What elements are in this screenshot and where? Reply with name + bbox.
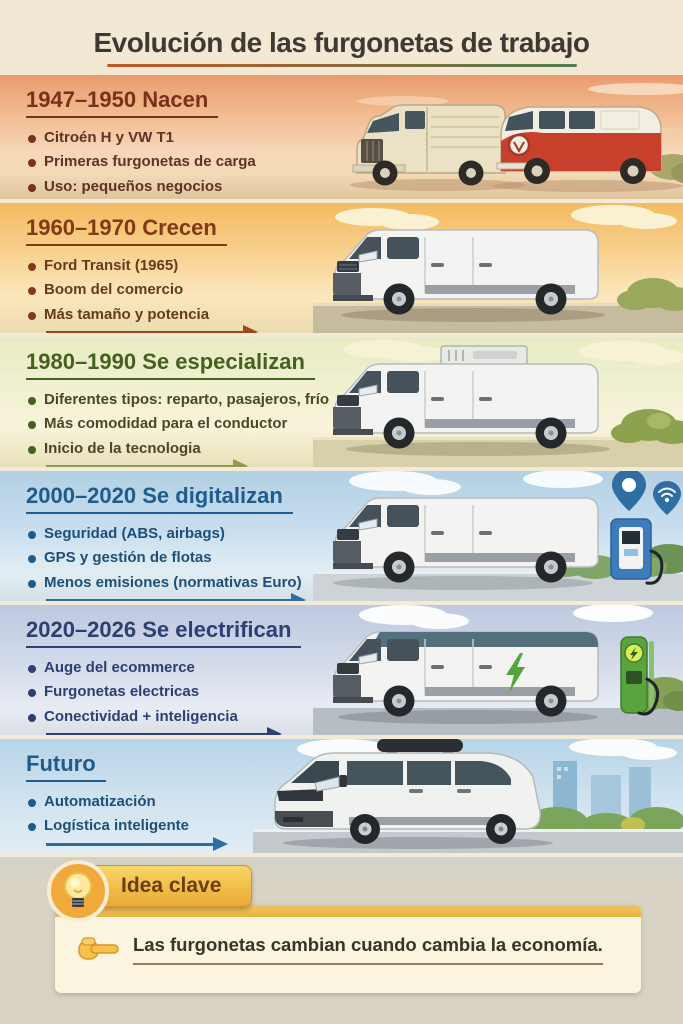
bullet-list [26, 522, 355, 595]
connectivity-pin-icon [653, 481, 681, 515]
section-heading: 2020–2026 Se electrifican [26, 617, 301, 648]
bushes [617, 278, 683, 311]
citroen-h-van-illustration [353, 105, 505, 186]
section-futuro [0, 739, 683, 857]
lightbulb-icon [46, 859, 110, 923]
trend-arrow-icon [46, 331, 244, 334]
bullet-item: Seguridad (ABS, airbags) [26, 522, 355, 546]
key-idea-text: Las furgonetas cambian cuando cambia la economía. [133, 934, 603, 965]
ev-charger [621, 637, 658, 714]
bushes [611, 409, 683, 444]
bullet-item: Diferentes tipos: reparto, pasajeros, frío [26, 388, 355, 412]
section-heading: Futuro [26, 751, 106, 782]
bullet-item: Primeras furgonetas de carga [26, 150, 355, 174]
bullet-item: Conectividad + inteligencia [26, 705, 355, 729]
key-idea-card [55, 905, 641, 993]
title-underline [107, 64, 577, 67]
clouds [359, 605, 653, 629]
idea-clave-label: Idea clave [121, 874, 222, 897]
section-heading: 1980–1990 Se especializan [26, 349, 315, 380]
section-1947-1950-nacen [0, 75, 683, 203]
white-van-illustration [333, 498, 598, 583]
vintage-vans-illustration [343, 75, 683, 199]
section-1960-1970-crecen [0, 203, 683, 337]
section-2000-2020-se-digitalizan [0, 471, 683, 605]
bullet-list [26, 790, 355, 839]
bullet-item: Inicio de la tecnologia [26, 437, 355, 461]
bullet-list [26, 126, 355, 199]
page-title: Evolución de las furgonetas de trabajo [93, 27, 590, 58]
trend-arrow-icon [46, 733, 268, 736]
lidar-sensor-pod [377, 739, 463, 752]
bullet-item: Auge del ecommerce [26, 656, 355, 680]
section-2020-2026-se-electrifican [0, 605, 683, 739]
bullet-item: Automatización [26, 790, 355, 814]
clouds [349, 471, 603, 495]
bullet-item: Más tamaño y potencia [26, 303, 355, 327]
bullet-list [26, 656, 355, 729]
bullet-item: Más comodidad para el conductor [26, 412, 355, 436]
electric-van [333, 632, 598, 717]
key-idea-section [0, 857, 683, 1024]
ford-transit-illustration [313, 203, 683, 333]
digital-van-illustration [313, 471, 683, 601]
electric-van-illustration [313, 605, 683, 735]
vw-t1-van-illustration [497, 107, 661, 184]
bullet-item: Logística inteligente [26, 814, 355, 838]
clouds [335, 205, 677, 230]
location-pin-icon [612, 471, 646, 511]
bullet-item: GPS y gestión de flotas [26, 546, 355, 570]
header [0, 0, 683, 75]
white-van-illustration [333, 346, 598, 449]
section-heading: 2000–2020 Se digitalizan [26, 483, 293, 514]
bullet-item: Menos emisiones (normativas Euro) [26, 571, 355, 595]
bullet-item: Furgonetas electricas [26, 680, 355, 704]
white-van-illustration [333, 230, 598, 315]
bullet-item: Citroén H y VW T1 [26, 126, 355, 150]
pointing-finger-icon [77, 933, 121, 965]
section-heading: 1960–1970 Crecen [26, 215, 227, 246]
trend-arrow-icon [46, 843, 214, 846]
bullet-list [26, 254, 355, 327]
refrigerated-van-illustration [313, 337, 683, 467]
trend-arrow-icon [46, 465, 234, 468]
trend-arrow-icon [46, 599, 292, 602]
section-1980-1990-se-especializan [0, 337, 683, 471]
bullet-item: Ford Transit (1965) [26, 254, 355, 278]
section-heading: 1947–1950 Nacen [26, 87, 218, 118]
bullet-item: Boom del comercio [26, 278, 355, 302]
bullet-item: Uso: pequeños negocios [26, 175, 355, 199]
bullet-list [26, 388, 355, 461]
